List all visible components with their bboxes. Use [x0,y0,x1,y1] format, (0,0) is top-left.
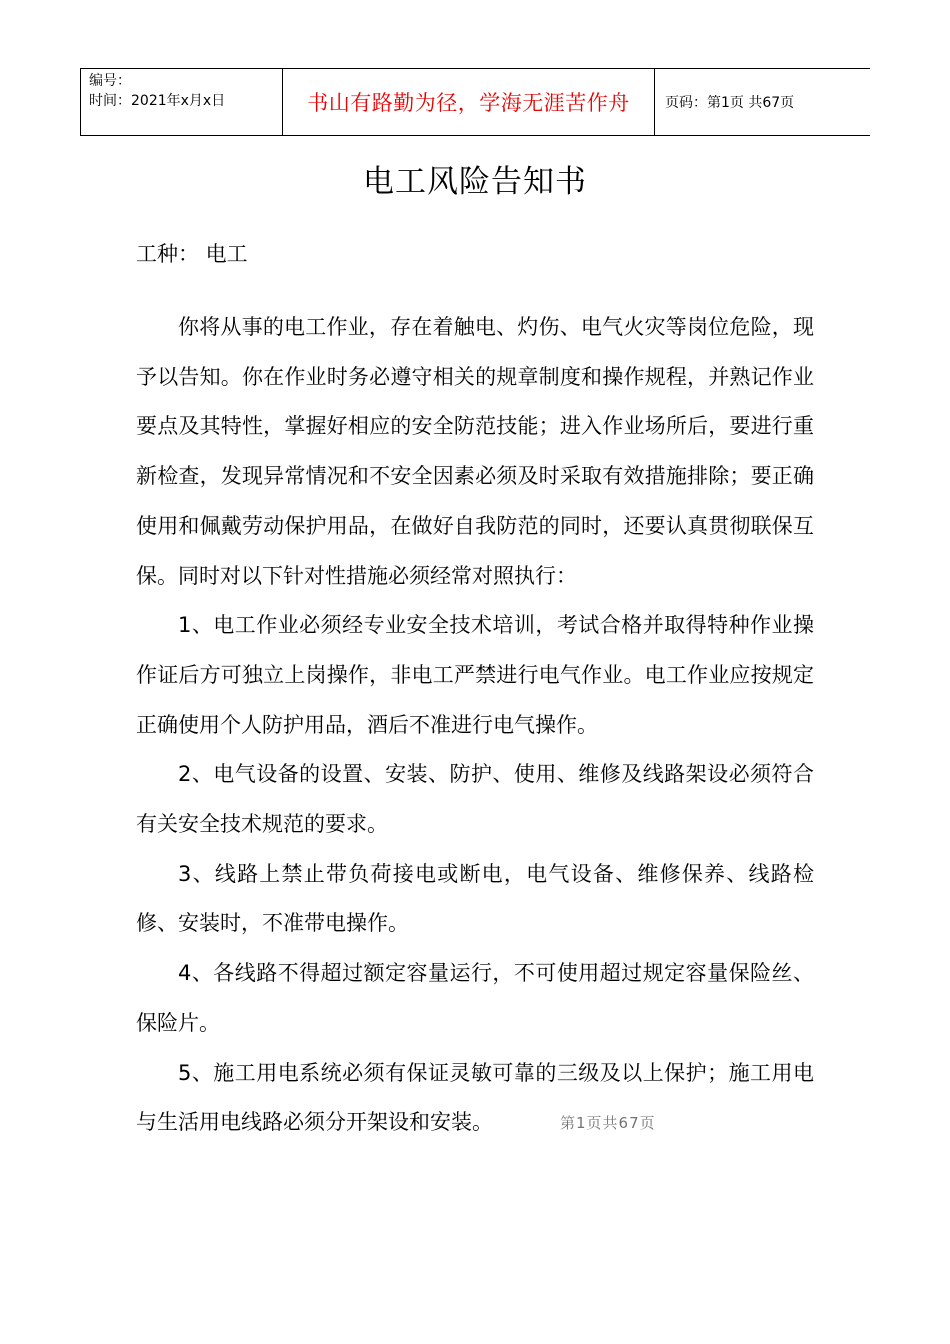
footer-page-mark: 第1页共67页 [560,1114,656,1132]
time-label: 时间：2021年x月x日 [89,93,226,109]
number-label: 编号： [89,73,131,89]
job-type-line: 工种： 电工 [136,242,248,266]
document-body [136,303,814,1148]
motto-text: 书山有路勤为径，学海无涯苦作舟 [307,91,630,115]
rule-paragraph-4: 4、各线路不得超过额定容量运行，不可使用超过规定容量保险丝、保险片。 [136,961,814,1035]
page-info-text: 页码：第1页 共67页 [665,95,795,111]
rule-paragraph-3: 3、线路上禁止带负荷接电或断电，电气设备、维修保养、线路检修、安装时，不准带电操作。 [136,861,814,936]
header-meta-cell [81,69,283,135]
rule-paragraph-1: 1、电工作业必须经专业安全技术培训，考试合格并取得特种作业操作证后方可独立上岗操作，非电工严禁进行电气作业。电工作业应按规定正确使用个人防护用品，酒后不准进行电气操作。 [136,613,814,737]
rule-paragraph-2: 2、电气设备的设置、安装、防护、使用、维修及线路架设必须符合有关安全技术规范的要求。 [136,762,814,837]
header-table [80,68,870,136]
intro-paragraph: 你将从事的电工作业，存在着触电、灼伤、电气火灾等岗位危险，现予以告知。你在作业时务必遵守相关的规章制度和操作规程，并熟记作业要点及其特性，掌握好相应的安全防范技能；进入作业场所后，要进行重新检查，发现异常情况和不安全因素必须及时采取有效措施排除；要正确使用和佩戴劳动保护用品，在做好自我防范的同时，还要认真贯彻联保互保。同时对以下针对性措施必须经常对照执行： [136,315,814,588]
page-info-cell [655,69,870,135]
rule-paragraph-5: 5、施工用电系统必须有保证灵敏可靠的三级及以上保护；施工用电与生活用电线路必须分开架设和安装。 [136,1060,814,1135]
motto-cell [283,69,655,135]
document-title: 电工风险告知书 [363,164,587,200]
